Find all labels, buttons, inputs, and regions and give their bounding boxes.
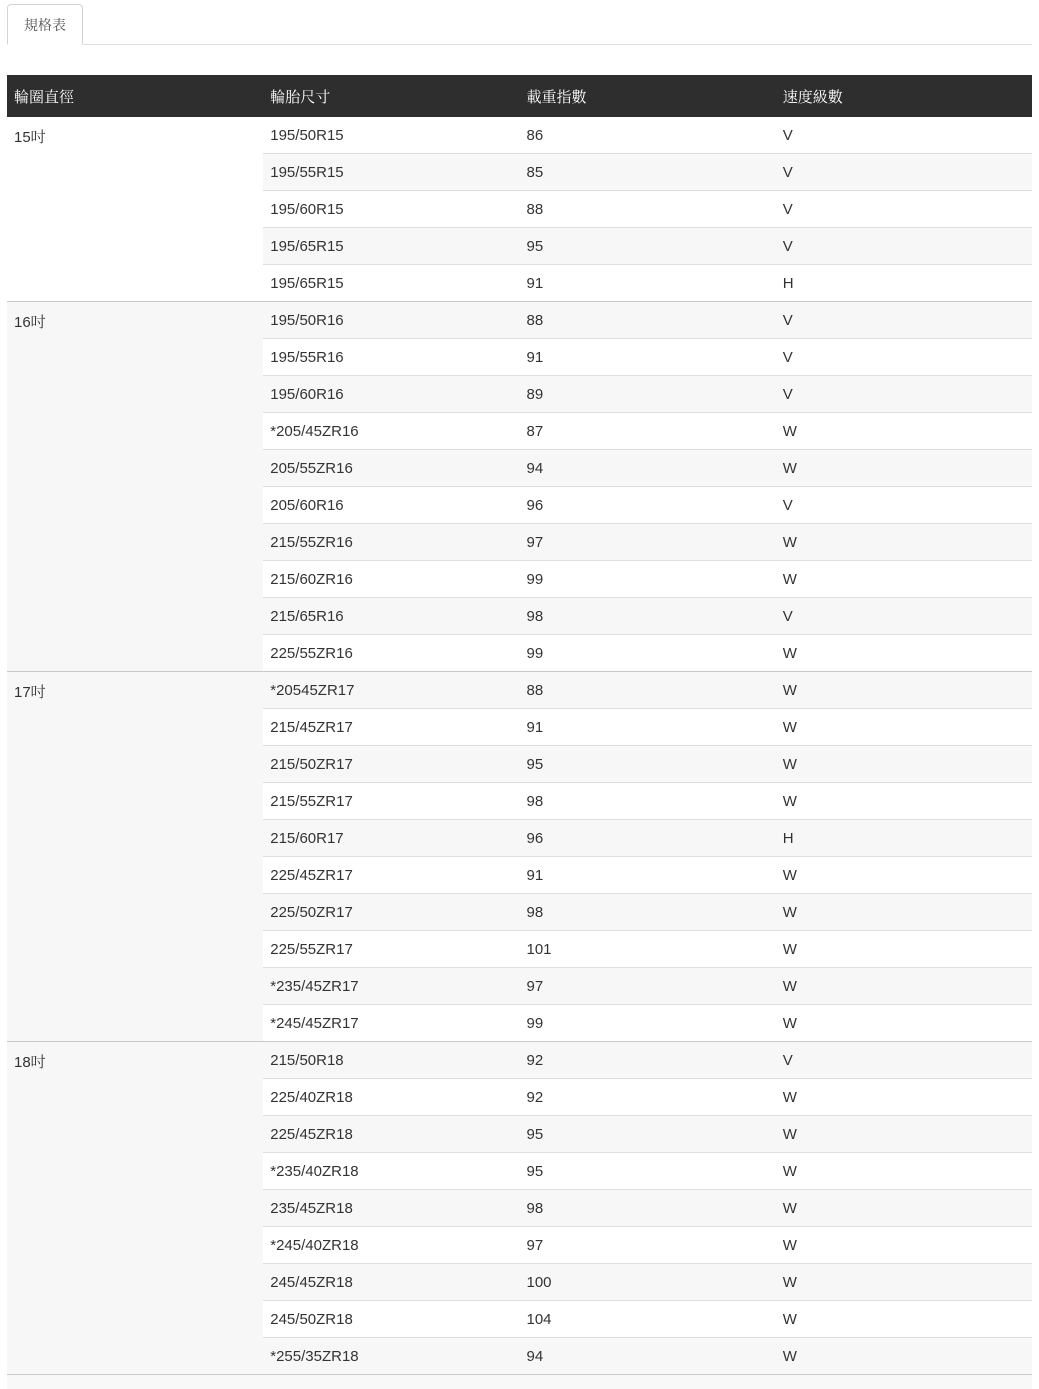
load-index-cell: 98	[520, 1190, 776, 1227]
load-index-cell: 87	[520, 413, 776, 450]
load-index-cell: 89	[520, 376, 776, 413]
tire-size-cell: 215/55ZR16	[263, 524, 519, 561]
load-index-cell: 97	[520, 1227, 776, 1264]
spacer	[7, 45, 1032, 75]
load-index-cell: 98	[520, 598, 776, 635]
load-index-cell: 91	[520, 339, 776, 376]
load-index-cell: 88	[520, 191, 776, 228]
load-index-cell: 91	[520, 857, 776, 894]
table-row	[7, 1042, 1032, 1079]
tire-size-cell: 225/55ZR17	[263, 931, 519, 968]
tire-size-cell: 215/50ZR17	[263, 746, 519, 783]
tire-size-cell: 195/55R16	[263, 339, 519, 376]
column-header-speed-rating: 速度級數	[776, 75, 1032, 117]
tire-size-cell: 195/50R15	[270, 126, 344, 144]
spec-table	[7, 75, 1032, 1374]
tire-size-cell: 215/60ZR16	[263, 561, 519, 598]
tire-size-cell: 235/45ZR18	[263, 1190, 519, 1227]
load-index-cell: 95	[520, 1153, 776, 1190]
load-index-cell: 98	[520, 783, 776, 820]
column-header-rim-diameter: 輪圈直徑	[7, 75, 263, 117]
column-header-tire-size: 輪胎尺寸	[263, 75, 519, 117]
speed-rating-cell: W	[776, 1301, 1032, 1338]
table-cutoff-row	[7, 1374, 1032, 1389]
tire-size-cell: *255/35ZR18	[263, 1338, 519, 1375]
tab-spec-table[interactable]: 規格表	[7, 4, 83, 45]
load-index-cell: 95	[520, 746, 776, 783]
load-index-cell: 100	[520, 1264, 776, 1301]
speed-rating-cell: V	[776, 1042, 1032, 1079]
tire-size-cell: 195/50R16	[263, 302, 519, 339]
load-index-cell: 99	[520, 635, 776, 672]
load-index-cell: 98	[520, 894, 776, 931]
tire-size-cell: 215/50R18	[263, 1042, 519, 1079]
speed-rating-cell: W	[776, 709, 1032, 746]
load-index-cell: 97	[520, 968, 776, 1005]
speed-rating-cell: V	[776, 598, 1032, 635]
speed-rating-cell: V	[776, 191, 1032, 228]
load-index-cell: 95	[520, 228, 776, 265]
load-index-cell: 86	[526, 126, 544, 144]
load-index-cell: 104	[520, 1301, 776, 1338]
tire-size-cell: 215/55ZR17	[263, 783, 519, 820]
tire-size-cell: 215/65R16	[263, 598, 519, 635]
rim-diameter-cell: 17吋	[7, 672, 263, 1042]
tire-size-cell: *20545ZR17	[263, 672, 519, 709]
tire-size-cell: 195/60R16	[263, 376, 519, 413]
tire-size-cell: *235/45ZR17	[263, 968, 519, 1005]
load-index-cell: 97	[520, 524, 776, 561]
tire-size-cell: 195/65R15	[263, 265, 519, 302]
tire-size-cell: 225/55ZR16	[263, 635, 519, 672]
load-index-cell: 94	[520, 450, 776, 487]
load-index-cell: 92	[520, 1042, 776, 1079]
header-row	[7, 75, 1032, 117]
speed-rating-cell: W	[776, 450, 1032, 487]
load-index-cell: 88	[520, 302, 776, 339]
speed-rating-cell: W	[776, 1153, 1032, 1190]
tire-size-cell: 225/40ZR18	[263, 1079, 519, 1116]
speed-rating-cell: W	[776, 1116, 1032, 1153]
load-index-cell: 95	[520, 1116, 776, 1153]
speed-rating-cell: W	[776, 1338, 1032, 1375]
speed-rating-cell: W	[776, 894, 1032, 931]
load-index-cell: 91	[520, 265, 776, 302]
load-index-cell: 92	[520, 1079, 776, 1116]
speed-rating-cell: W	[776, 931, 1032, 968]
tire-size-cell: 245/45ZR18	[263, 1264, 519, 1301]
column-header-load-index: 載重指數	[520, 75, 776, 117]
tire-size-cell: 215/60R17	[263, 820, 519, 857]
speed-rating-cell: W	[776, 968, 1032, 1005]
speed-rating-cell: W	[776, 561, 1032, 598]
tire-size-cell: 195/55R15	[263, 154, 519, 191]
tire-size-cell: *245/40ZR18	[263, 1227, 519, 1264]
speed-rating-cell: W	[776, 524, 1032, 561]
speed-rating-cell: V	[776, 228, 1032, 265]
tire-size-cell: 195/60R15	[263, 191, 519, 228]
rim-diameter-cell: 18吋	[7, 1042, 263, 1375]
tire-size-cell: 215/45ZR17	[263, 709, 519, 746]
tire-size-cell: 205/60R16	[263, 487, 519, 524]
spec-table-body	[7, 117, 1032, 1374]
speed-rating-cell: W	[776, 857, 1032, 894]
speed-rating-cell: W	[776, 746, 1032, 783]
speed-rating-cell: W	[776, 783, 1032, 820]
load-index-cell: 99	[520, 561, 776, 598]
table-row	[7, 672, 1032, 709]
table-row	[7, 117, 1032, 154]
speed-rating-cell: W	[776, 1005, 1032, 1042]
speed-rating-cell: W	[776, 635, 1032, 672]
speed-rating-cell: V	[776, 487, 1032, 524]
speed-rating-cell: W	[776, 1227, 1032, 1264]
speed-rating-cell: W	[776, 1190, 1032, 1227]
tire-size-cell: *205/45ZR16	[263, 413, 519, 450]
tire-size-cell: 225/45ZR17	[263, 857, 519, 894]
speed-rating-cell: V	[776, 339, 1032, 376]
speed-rating-cell: W	[776, 672, 1032, 709]
tire-size-cell: 195/65R15	[263, 228, 519, 265]
speed-rating-cell: W	[776, 413, 1032, 450]
tire-size-cell: 205/55ZR16	[263, 450, 519, 487]
load-index-cell: 99	[520, 1005, 776, 1042]
load-index-cell: 91	[520, 709, 776, 746]
spec-table-header	[7, 75, 1032, 117]
tire-size-cell: 225/50ZR17	[263, 894, 519, 931]
load-index-cell: 88	[520, 672, 776, 709]
speed-rating-cell: H	[776, 265, 1032, 302]
speed-rating-cell: V	[776, 302, 1032, 339]
load-index-cell: 96	[520, 487, 776, 524]
tire-size-cell: 245/50ZR18	[263, 1301, 519, 1338]
load-index-cell: 101	[520, 931, 776, 968]
table-row	[7, 302, 1032, 339]
rim-diameter-cell: 15吋	[14, 129, 46, 146]
tire-size-cell: *235/40ZR18	[263, 1153, 519, 1190]
tire-size-cell: *245/45ZR17	[263, 1005, 519, 1042]
rim-diameter-cell: 16吋	[7, 302, 263, 672]
tire-size-cell: 225/45ZR18	[263, 1116, 519, 1153]
load-index-cell: 96	[520, 820, 776, 857]
load-index-cell: 94	[520, 1338, 776, 1375]
speed-rating-cell: H	[776, 820, 1032, 857]
tab-bar	[7, 0, 1032, 45]
speed-rating-cell: V	[776, 154, 1032, 191]
load-index-cell: 85	[520, 154, 776, 191]
speed-rating-cell: W	[776, 1264, 1032, 1301]
speed-rating-cell: V	[776, 376, 1032, 413]
speed-rating-cell: W	[776, 1079, 1032, 1116]
speed-rating-cell: V	[782, 126, 793, 144]
